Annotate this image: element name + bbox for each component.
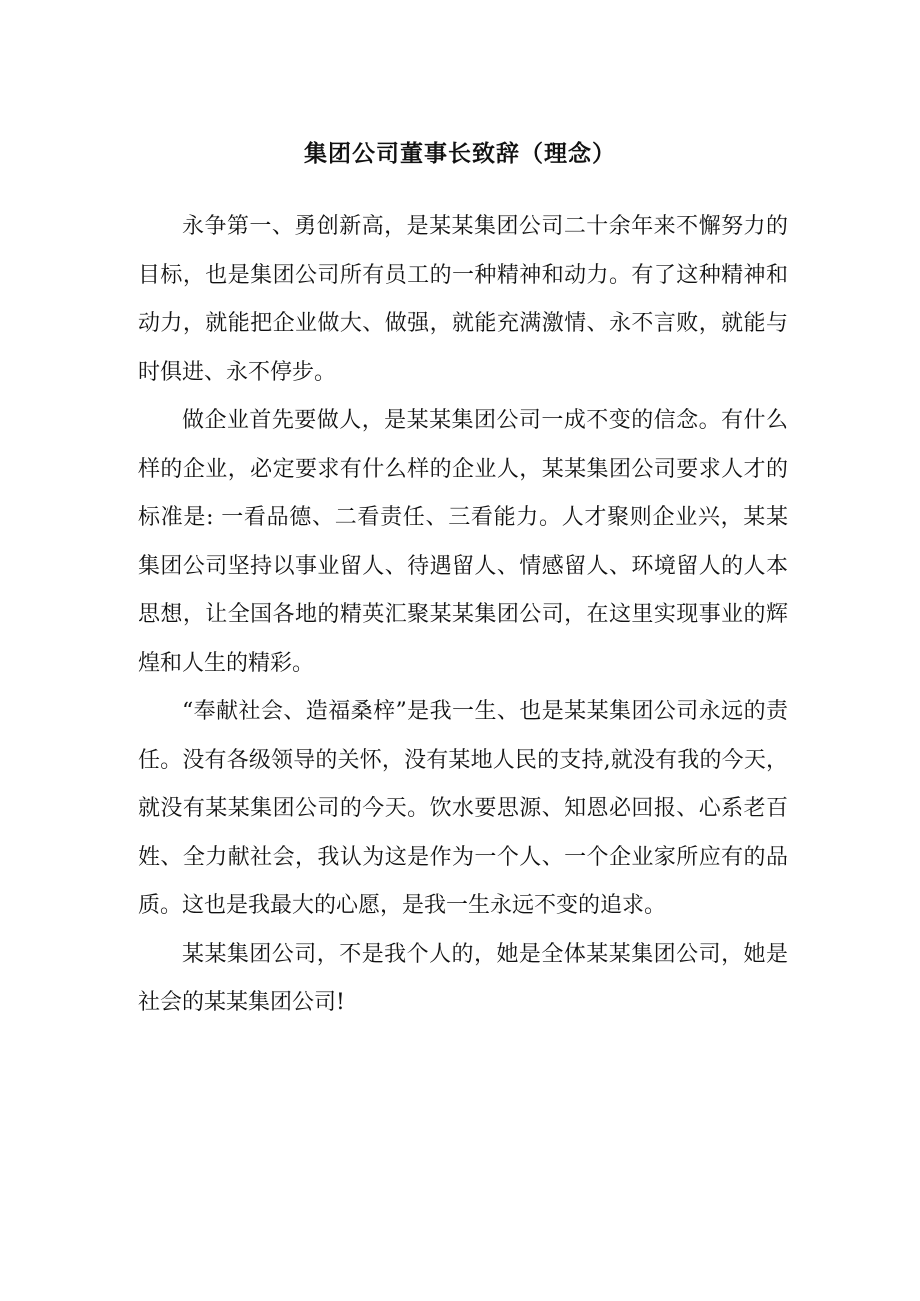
document-body <box>138 203 788 1028</box>
paragraph-1: 永争第一、勇创新高，是某某集团公司二十余年来不懈努力的目标，也是集团公司所有员工的一种精神和动力。有了这种精神和动力，就能把企业做大、做强，就能充满激情、永不言败，就能与时俱进、永不停步。 <box>138 214 788 385</box>
paragraph-2: 做企业首先要做人，是某某集团公司一成不变的信念。有什么样的企业，必定要求有什么样的企业人，某某集团公司要求人才的标准是: 一看品德、二看责任、三看能力。人才聚则企业兴，某某集团公司坚持以事业留人、待遇留人、情感留人、环境留人的人本思想，让全国各地的精英汇聚某某集团公司，在这里实现事业的辉煌和人生的精彩。 <box>138 408 788 676</box>
paragraph-4: 某某集团公司，不是我个人的，她是全体某某集团公司，她是社会的某某集团公司! <box>138 941 788 1015</box>
paragraph-3: “奉献社会、造福桑梓”是我一生、也是某某集团公司永远的责任。没有各级领导的关怀，没有某地人民的支持,就没有我的今天，就没有某某集团公司的今天。饮水要思源、知恩必回报、心系老百姓、全力献社会，我认为这是作为一个人、一个企业家所应有的品质。这也是我最大的心愿，是我一生永远不变的追求。 <box>138 699 788 918</box>
document-title: 集团公司董事长致辞（理念） <box>304 141 616 167</box>
